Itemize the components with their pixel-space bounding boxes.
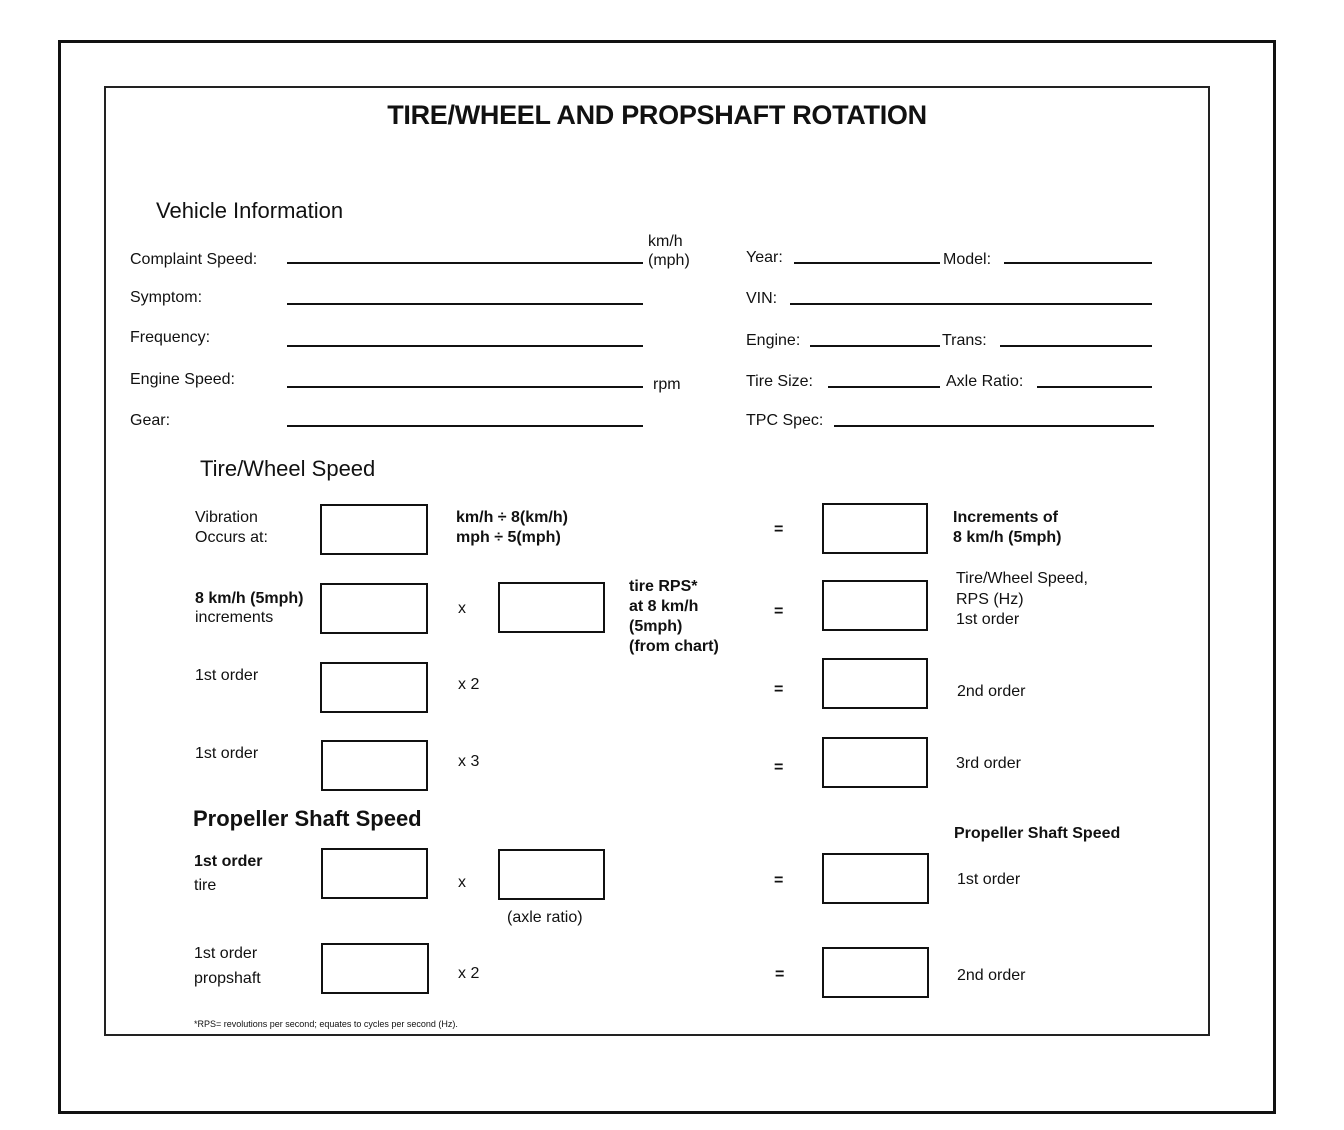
model-label: Model: [943,251,992,268]
equals-sign: = [775,966,785,983]
increments-label-line2: 8 km/h (5mph) [953,529,1062,546]
multiply-sign: x [458,600,466,617]
trans-field[interactable] [1000,345,1152,347]
engine-field[interactable] [810,345,940,347]
tire-size-label: Tire Size: [746,373,813,390]
engine-speed-label: Engine Speed: [130,371,235,388]
frequency-label: Frequency: [130,329,211,346]
engine-label: Engine: [746,332,801,349]
symptom-field[interactable] [287,303,643,305]
tire-rps-note-line3: (5mph) [629,618,683,635]
prop-first-order-label-line1: 1st order [194,853,263,870]
multiply-sign: x [458,874,466,891]
vin-label: VIN: [746,290,778,307]
tire-wheel-speed-label-line3: 1st order [956,611,1020,628]
tire-wheel-speed-box[interactable] [822,580,928,631]
divide-mph-text: mph ÷ 5(mph) [456,529,561,546]
tire-rps-note-line1: tire RPS* [629,578,698,595]
tpc-spec-label: TPC Spec: [746,412,824,429]
prop-second-label-line2: propshaft [194,970,261,987]
first-order-propshaft-input[interactable] [321,943,429,994]
symptom-label: Symptom: [130,289,203,306]
propshaft-second-order-label: 2nd order [957,967,1026,984]
vin-field[interactable] [790,303,1152,305]
times-two-text: x 2 [458,676,480,693]
equals-sign: = [774,603,784,620]
tire-rps-input[interactable] [498,582,605,633]
vibration-speed-input[interactable] [320,504,428,555]
engine-speed-field[interactable] [287,386,643,388]
axle-ratio-label: Axle Ratio: [946,373,1024,390]
complaint-speed-label: Complaint Speed: [130,251,258,268]
axle-ratio-field[interactable] [1037,386,1152,388]
model-field[interactable] [1004,262,1152,264]
third-order-label: 3rd order [956,755,1021,772]
tire-rps-note-line4: (from chart) [629,638,719,655]
unit-rpm: rpm [653,376,681,393]
page-title: TIRE/WHEEL AND PROPSHAFT ROTATION [387,100,927,130]
second-order-box[interactable] [822,658,928,709]
year-label: Year: [746,249,783,266]
first-order-tire-input[interactable] [321,848,428,899]
tire-size-field[interactable] [828,386,940,388]
propshaft-first-order-label: 1st order [957,871,1021,888]
equals-sign: = [774,872,784,889]
form-frame [104,86,1210,1036]
year-field[interactable] [794,262,940,264]
increments-result-box[interactable] [822,503,928,554]
tpc-spec-field[interactable] [834,425,1154,427]
third-order-box[interactable] [822,737,928,788]
vibration-label-line2: Occurs at: [195,529,268,546]
increments-row-label-line1: 8 km/h (5mph) [195,590,304,607]
gear-label: Gear: [130,412,171,429]
first-order-input[interactable] [321,740,428,791]
equals-sign: = [774,521,784,538]
first-order-label: 1st order [195,745,259,762]
equals-sign: = [774,681,784,698]
vibration-label-line1: Vibration [195,509,258,526]
axle-ratio-input[interactable] [498,849,605,900]
axle-ratio-caption: (axle ratio) [507,909,583,926]
divide-kmh-text: km/h ÷ 8(km/h) [456,509,568,526]
prop-second-label-line1: 1st order [194,945,258,962]
increments-input[interactable] [320,583,428,634]
propshaft-second-order-box[interactable] [822,947,929,998]
gear-field[interactable] [287,425,643,427]
unit-mph: (mph) [648,252,690,269]
frequency-field[interactable] [287,345,643,347]
tire-wheel-speed-label-line1: Tire/Wheel Speed, [956,570,1088,587]
prop-first-order-label-line2: tire [194,877,217,894]
trans-label: Trans: [942,332,987,349]
complaint-speed-field[interactable] [287,262,643,264]
tire-wheel-speed-label-line2: RPS (Hz) [956,591,1024,608]
propshaft-right-heading: Propeller Shaft Speed [954,825,1121,842]
equals-sign: = [774,759,784,776]
increments-row-label-line2: increments [195,609,274,626]
tire-wheel-heading: Tire/Wheel Speed [200,456,376,481]
first-order-label: 1st order [195,667,259,684]
propshaft-heading: Propeller Shaft Speed [193,806,422,831]
times-three-text: x 3 [458,753,480,770]
increments-label-line1: Increments of [953,509,1058,526]
footnote: *RPS= revolutions per second; equates to cycles per second (Hz). [194,1019,458,1029]
tire-rps-note-line2: at 8 km/h [629,598,699,615]
vehicle-info-heading: Vehicle Information [156,198,344,223]
propshaft-first-order-box[interactable] [822,853,929,904]
first-order-input[interactable] [320,662,428,713]
unit-kmh: km/h [648,233,683,250]
second-order-label: 2nd order [957,683,1026,700]
times-two-text: x 2 [458,965,480,982]
